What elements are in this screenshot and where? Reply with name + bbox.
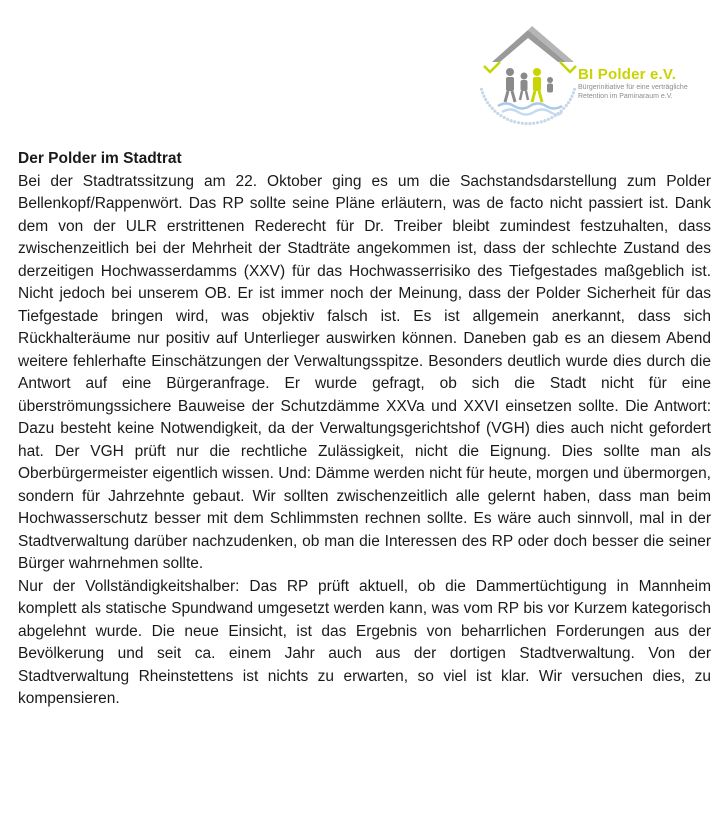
- ring-dot: [506, 118, 509, 121]
- ring-dot: [569, 98, 572, 101]
- organization-name: BI Polder e.V.: [578, 66, 677, 83]
- ring-dot: [565, 104, 568, 107]
- ring-dot: [503, 116, 506, 119]
- ring-dot: [481, 91, 484, 94]
- organization-tagline: [578, 84, 688, 101]
- ring-dot: [493, 110, 496, 113]
- ring-dot: [480, 88, 483, 91]
- ring-dot: [499, 114, 502, 117]
- ring-dot: [488, 104, 491, 107]
- tagline-line-1: Bürgerinitiative für eine verträgliche: [578, 84, 688, 91]
- tagline-line-2: Retention im Paminaraum e.V.: [578, 92, 673, 100]
- article-paragraph-1: Bei der Stadtratssitzung am 22. Oktober ging es um die Sachstandsdarstellung zum Polder Bellenkopf/Rappenwört. Das RP sollte seine Pläne erläutern, was de facto nicht passiert ist. Dank dem von der ULR erstrittenen Rederecht für Dr. Treiber bleibt zumindest festzuhalten, dass zwischenzeitlich bei der Mehrheit der Stadträte angekommen ist, dass der schlechte Zustand des derzeitigen Hochwasserdamms (XXV) für das Hochwasserrisiko des Tiefgestades maßgeblich ist. Nicht jedoch bei unserem OB. Er ist immer noch der Meinung, dass der Polder Sicherheit für das Tiefgestade bringen wird, was objektiv falsch ist. Es ist allgemein anerkannt, dass sich Rückhalteräume nur positiv auf Unterlieger auswirken können. Daneben gab es an diesem Abend weitere fehlerhafte Einschätzungen der Verwaltungsspitze. Besonders deutlich wurde dies durch die Antwort auf eine Bürgeranfrage. Er wurde gefragt, ob sich die Stadt nicht für eine überströmungssichere Bauweise der Schutzdämme XXVa und XXVI einsetzen sollte. Die Antwort: Dazu besteht keine Notwendigkeit, da der Verwaltungsgerichtshof (VGH) dies auch nicht gefordert hat. Der VGH prüft nur die rechtliche Zulässigkeit, nicht die Eignung. Dies sollte man als Oberbürgermeister eigentlich wissen. Und: Dämme werden nicht für heute, morgen und übermorgen, sondern für Jahrzehnte gebaut. Wir sollten zwischenzeitlich alle gelernt haben, dass man beim Hochwasserschutz besser mit dem Schlimmsten rechnen sollte. Es wäre auch sinnvoll, mal in der Stadtverwaltung darüber nachzudenken, ob man die Interessen des RP oder doch besser die seiner Bürger wahrnehmen sollte.: [18, 172, 711, 572]
- ring-dot: [513, 120, 516, 123]
- ring-dot: [521, 122, 524, 125]
- ring-dot: [532, 122, 535, 125]
- ring-dot: [572, 91, 575, 94]
- ring-dot: [540, 120, 543, 123]
- ring-dot: [543, 119, 546, 122]
- ring-dot: [496, 112, 499, 115]
- article: [18, 148, 711, 711]
- ring-dot: [573, 88, 576, 91]
- ring-dot: [536, 121, 539, 124]
- ring-dot: [547, 118, 550, 121]
- ring-dot: [486, 101, 489, 104]
- ring-dot: [567, 101, 570, 104]
- ring-dot: [510, 119, 513, 122]
- ring-dot: [482, 95, 485, 98]
- ring-dot: [562, 107, 565, 110]
- ring-dot: [550, 116, 553, 119]
- ring-dot: [491, 107, 494, 110]
- article-title: Der Polder im Stadtrat: [18, 150, 182, 167]
- ring-dot: [528, 122, 531, 125]
- ring-dot: [570, 95, 573, 98]
- organization-logo: [470, 22, 710, 130]
- ring-dot: [484, 98, 487, 101]
- article-paragraph-2: Nur der Vollständigkeitshalber: Das RP prüft aktuell, ob die Dammertüchtigung in Mannheim komplett als statische Spundwand umgesetzt werden kann, was vom RP bis vor Kurzem kategorisch abgelehnt wurde. Die neue Einsicht, ist das Ergebnis von beharrlichen Forderungen aus der Bevölkerung und seit ca. einem Jahr auch aus der dortigen Stadtverwaltung. Von der Stadtverwaltung Rheinstettens ist nichts zu erwarten, so viel ist klar. Wir versuchen dies, zu kompensieren.: [18, 577, 711, 707]
- ring-dot: [517, 121, 520, 124]
- house-family-emblem-icon: [470, 22, 580, 130]
- ring-dot: [525, 122, 528, 125]
